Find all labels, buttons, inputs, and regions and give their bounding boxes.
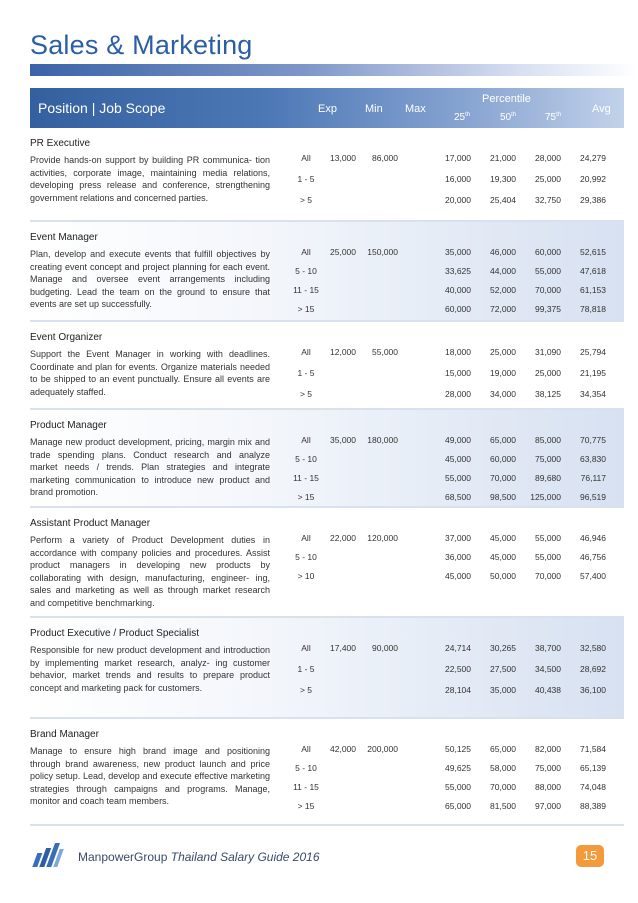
average-salary: 46,946 xyxy=(580,533,606,543)
header-max: Max xyxy=(405,103,426,115)
percentile-25: 37,000 xyxy=(445,533,471,543)
header-percentile: Percentile xyxy=(482,93,531,105)
experience-band: 5 - 10 xyxy=(295,266,317,276)
percentile-25: 17,000 xyxy=(445,153,471,163)
percentile-25: 65,000 xyxy=(445,801,471,811)
percentile-25: 55,000 xyxy=(445,782,471,792)
percentile-50: 45,000 xyxy=(490,533,516,543)
table-row xyxy=(30,618,624,719)
percentile-25: 33,625 xyxy=(445,266,471,276)
percentile-25: 28,104 xyxy=(445,685,471,695)
percentile-25: 16,000 xyxy=(445,174,471,184)
max-salary: 180,000 xyxy=(367,435,398,445)
job-description: Support the Event Manager in working with deadlines. Coordinate and plan for events. Organize materials needed to be shipped to an event punctually. Ensure all events are adequately staffed. xyxy=(30,349,270,397)
percentile-25: 36,000 xyxy=(445,552,471,562)
experience-band: All xyxy=(301,643,311,653)
min-salary: 22,000 xyxy=(330,533,356,543)
percentile-75: 70,000 xyxy=(535,285,561,295)
percentile-50: 70,000 xyxy=(490,473,516,483)
job-description: Plan, develop and execute events that fulfill objectives by creating event concept and project planning for each event. Manage and oversee event arrangements including budgeting. Lead the team on the ground to ensure that events are set up successfully. xyxy=(30,249,270,310)
footer-text xyxy=(78,850,320,864)
average-salary: 61,153 xyxy=(580,285,606,295)
percentile-75: 25,000 xyxy=(535,368,561,378)
percentile-25: 35,000 xyxy=(445,247,471,257)
experience-band: 1 - 5 xyxy=(297,368,315,378)
max-salary: 90,000 xyxy=(372,643,398,653)
experience-band: 5 - 10 xyxy=(295,454,317,464)
experience-band: > 15 xyxy=(297,304,315,314)
percentile-25: 45,000 xyxy=(445,454,471,464)
percentile-50: 50,000 xyxy=(490,571,516,581)
experience-band: All xyxy=(301,347,311,357)
percentile-75: 28,000 xyxy=(535,153,561,163)
average-salary: 63,830 xyxy=(580,454,606,464)
experience-band: All xyxy=(301,247,311,257)
average-salary: 36,100 xyxy=(580,685,606,695)
experience-band: > 15 xyxy=(297,801,315,811)
experience-band: > 5 xyxy=(299,685,313,695)
max-salary: 120,000 xyxy=(367,533,398,543)
experience-band: 5 - 10 xyxy=(295,552,317,562)
average-salary: 78,818 xyxy=(580,304,606,314)
header-p50: 50th xyxy=(500,112,517,123)
percentile-50: 52,000 xyxy=(490,285,516,295)
percentile-75: 34,500 xyxy=(535,664,561,674)
percentile-75: 38,700 xyxy=(535,643,561,653)
experience-band: 1 - 5 xyxy=(297,174,315,184)
percentile-25: 60,000 xyxy=(445,304,471,314)
percentile-75: 55,000 xyxy=(535,552,561,562)
percentile-50: 65,000 xyxy=(490,435,516,445)
percentile-25: 55,000 xyxy=(445,473,471,483)
job-title: PR Executive xyxy=(30,138,91,149)
average-salary: 20,992 xyxy=(580,174,606,184)
min-salary: 35,000 xyxy=(330,435,356,445)
table-row xyxy=(30,508,624,618)
average-salary: 32,580 xyxy=(580,643,606,653)
percentile-25: 49,000 xyxy=(445,435,471,445)
job-description: Provide hands-on support by building PR communica- tion activities, corporate image, maintaining media relations, developing press release and conference, strengthening government relations and concerned parties. xyxy=(30,155,270,203)
header-exp: Exp xyxy=(318,103,337,115)
experience-band: 11 - 15 xyxy=(293,473,319,483)
job-title: Event Manager xyxy=(30,232,98,243)
page-number: 15 xyxy=(576,845,604,867)
experience-band: 5 - 10 xyxy=(295,763,317,773)
average-salary: 71,584 xyxy=(580,744,606,754)
percentile-75: 89,680 xyxy=(535,473,561,483)
percentile-75: 75,000 xyxy=(535,763,561,773)
percentile-50: 25,404 xyxy=(490,195,516,205)
percentile-75: 32,750 xyxy=(535,195,561,205)
percentile-75: 38,125 xyxy=(535,389,561,399)
percentile-25: 15,000 xyxy=(445,368,471,378)
header-min: Min xyxy=(365,103,383,115)
percentile-25: 45,000 xyxy=(445,571,471,581)
percentile-25: 50,125 xyxy=(445,744,471,754)
job-description: Perform a variety of Product Development duties in accordance with company policies and procedures. Assist product managers in developing new products by collaborating with design, manufacturing, engineer- ing, sales and marketing as well as through market research and competitive benchmarking. xyxy=(30,535,270,608)
percentile-75: 55,000 xyxy=(535,266,561,276)
job-title: Assistant Product Manager xyxy=(30,518,151,529)
percentile-50: 35,000 xyxy=(490,685,516,695)
percentile-50: 19,300 xyxy=(490,174,516,184)
percentile-50: 81,500 xyxy=(490,801,516,811)
percentile-25: 68,500 xyxy=(445,492,471,502)
percentile-75: 125,000 xyxy=(530,492,561,502)
average-salary: 28,692 xyxy=(580,664,606,674)
average-salary: 34,354 xyxy=(580,389,606,399)
percentile-75: 82,000 xyxy=(535,744,561,754)
min-salary: 42,000 xyxy=(330,744,356,754)
max-salary: 86,000 xyxy=(372,153,398,163)
percentile-75: 40,438 xyxy=(535,685,561,695)
percentile-75: 75,000 xyxy=(535,454,561,464)
percentile-25: 40,000 xyxy=(445,285,471,295)
table-header xyxy=(30,88,624,128)
header-p75: 75th xyxy=(545,112,562,123)
percentile-50: 27,500 xyxy=(490,664,516,674)
table-row xyxy=(30,410,624,508)
job-description: Manage new product development, pricing, margin mix and trade spending plans. Conduct research and analyze market needs / trends. Plan strategies and integrate marketing communication to introduce new product and brand promotion. xyxy=(30,437,270,498)
job-title: Event Organizer xyxy=(30,332,103,343)
experience-band: All xyxy=(301,744,311,754)
percentile-75: 85,000 xyxy=(535,435,561,445)
job-description: Responsible for new product development and introduction by implementing market research, analyz- ing customer behavior, market trends and results to prepare product concept and marketing pack for customers. xyxy=(30,645,270,693)
percentile-75: 55,000 xyxy=(535,533,561,543)
experience-band: All xyxy=(301,533,311,543)
experience-band: 11 - 15 xyxy=(293,782,319,792)
percentile-50: 65,000 xyxy=(490,744,516,754)
percentile-50: 60,000 xyxy=(490,454,516,464)
average-salary: 24,279 xyxy=(580,153,606,163)
percentile-50: 98,500 xyxy=(490,492,516,502)
min-salary: 17,400 xyxy=(330,643,356,653)
percentile-25: 24,714 xyxy=(445,643,471,653)
experience-band: All xyxy=(301,153,311,163)
average-salary: 88,389 xyxy=(580,801,606,811)
max-salary: 150,000 xyxy=(367,247,398,257)
min-salary: 13,000 xyxy=(330,153,356,163)
percentile-50: 34,000 xyxy=(490,389,516,399)
header-position: Position | Job Scope xyxy=(38,100,166,116)
max-salary: 55,000 xyxy=(372,347,398,357)
table-row xyxy=(30,222,624,322)
percentile-25: 28,000 xyxy=(445,389,471,399)
percentile-50: 44,000 xyxy=(490,266,516,276)
average-salary: 21,195 xyxy=(580,368,606,378)
average-salary: 46,756 xyxy=(580,552,606,562)
job-title: Product Executive / Product Specialist xyxy=(30,628,199,639)
footer-guide: Thailand Salary Guide 2016 xyxy=(170,850,320,864)
header-p25: 25th xyxy=(454,112,471,123)
experience-band: 1 - 5 xyxy=(297,664,315,674)
experience-band: All xyxy=(301,435,311,445)
average-salary: 47,618 xyxy=(580,266,606,276)
manpower-logo xyxy=(32,843,68,869)
average-salary: 65,139 xyxy=(580,763,606,773)
average-salary: 57,400 xyxy=(580,571,606,581)
percentile-50: 72,000 xyxy=(490,304,516,314)
experience-band: > 5 xyxy=(299,195,313,205)
table-row xyxy=(30,128,624,222)
average-salary: 70,775 xyxy=(580,435,606,445)
table-row xyxy=(30,322,624,410)
job-title: Brand Manager xyxy=(30,729,99,740)
percentile-75: 97,000 xyxy=(535,801,561,811)
percentile-25: 18,000 xyxy=(445,347,471,357)
percentile-75: 70,000 xyxy=(535,571,561,581)
percentile-50: 46,000 xyxy=(490,247,516,257)
percentile-25: 49,625 xyxy=(445,763,471,773)
experience-band: > 15 xyxy=(297,492,315,502)
min-salary: 25,000 xyxy=(330,247,356,257)
experience-band: > 10 xyxy=(297,571,315,581)
percentile-50: 30,265 xyxy=(490,643,516,653)
percentile-75: 99,375 xyxy=(535,304,561,314)
percentile-50: 58,000 xyxy=(490,763,516,773)
percentile-25: 22,500 xyxy=(445,664,471,674)
percentile-50: 70,000 xyxy=(490,782,516,792)
title-rule xyxy=(30,64,638,76)
percentile-75: 25,000 xyxy=(535,174,561,184)
job-title: Product Manager xyxy=(30,420,107,431)
percentile-50: 19,000 xyxy=(490,368,516,378)
average-salary: 74,048 xyxy=(580,782,606,792)
footer-brand: ManpowerGroup xyxy=(78,850,168,864)
average-salary: 96,519 xyxy=(580,492,606,502)
page-title: Sales & Marketing xyxy=(30,30,253,60)
job-description: Manage to ensure high brand image and positioning through brand awareness, new product launch and price policy setup. Lead, develop and execute effective marketing strategies through campaigns and programs. Manage, monitor and coach team members. xyxy=(30,746,270,807)
average-salary: 52,615 xyxy=(580,247,606,257)
percentile-75: 60,000 xyxy=(535,247,561,257)
average-salary: 25,794 xyxy=(580,347,606,357)
header-avg: Avg xyxy=(592,103,611,115)
percentile-50: 45,000 xyxy=(490,552,516,562)
experience-band: 11 - 15 xyxy=(293,285,319,295)
percentile-50: 21,000 xyxy=(490,153,516,163)
average-salary: 76,117 xyxy=(580,473,606,483)
percentile-75: 88,000 xyxy=(535,782,561,792)
experience-band: > 5 xyxy=(299,389,313,399)
percentile-50: 25,000 xyxy=(490,347,516,357)
average-salary: 29,386 xyxy=(580,195,606,205)
max-salary: 200,000 xyxy=(367,744,398,754)
percentile-75: 31,090 xyxy=(535,347,561,357)
percentile-25: 20,000 xyxy=(445,195,471,205)
table-row xyxy=(30,719,624,826)
min-salary: 12,000 xyxy=(330,347,356,357)
